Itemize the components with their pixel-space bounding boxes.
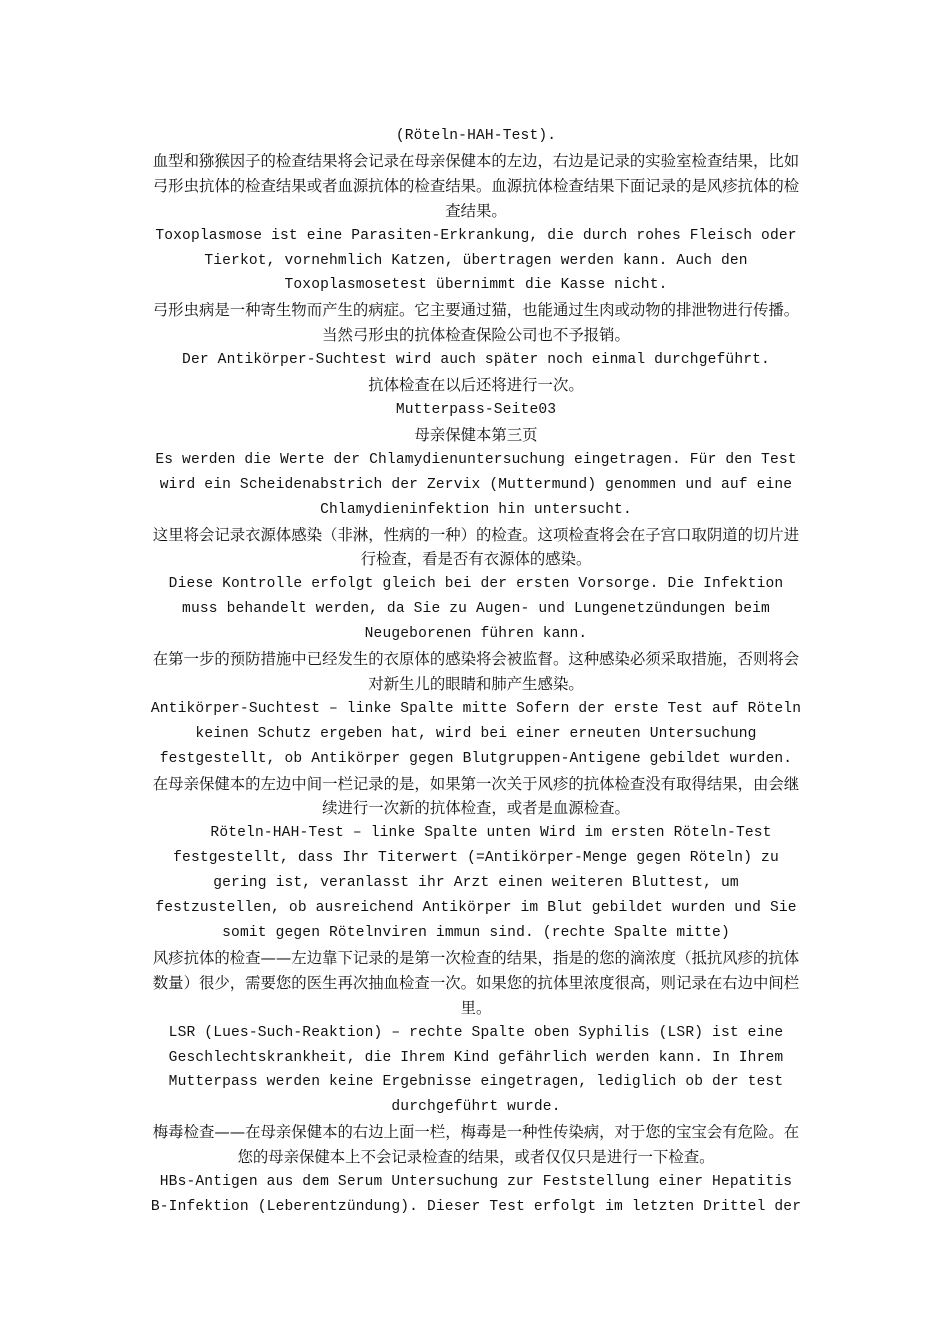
paragraph-antibody-test-later-zh: 抗体检查在以后还将进行一次。	[368, 376, 584, 395]
paragraph-toxoplasmosis-de: Toxoplasmose ist eine Parasiten-Erkrankung, die durch rohes Fleisch oder Tierkot, vornehmlich Katzen, übertragen werden kann. Auch den Toxoplasmosetest übernimmt die Kasse nicht.	[155, 227, 797, 294]
paragraph-chlamydia-de: Es werden die Werte der Chlamydienuntersuchung eingetragen. Für den Test wird ein Scheidenabstrich der Zervix (Muttermund) genommen und auf eine Chlamydieninfektion hin untersucht.	[155, 451, 797, 518]
paragraph-antibody-test-later-de: Der Antikörper-Suchtest wird auch später noch einmal durchgeführt.	[182, 352, 770, 369]
paragraph-blood-type-results-zh: 血型和猕猴因子的检查结果将会记录在母亲保健本的左边，右边是记录的实验室检查结果，比如弓形虫抗体的检查结果或者血源抗体的检查结果。血源抗体检查结果下面记录的是风疹抗体的检查结果。	[152, 151, 800, 220]
paragraph-chlamydia-zh: 这里将会记录衣源体感染（非淋，性病的一种）的检查。这项检查将会在子宫口取阴道的切片进行检查，看是否有衣源体的感染。	[152, 525, 800, 569]
paragraph-antibody-search-de: Antikörper-Suchtest – linke Spalte mitte Sofern der erste Test auf Röteln keinen Schutz ergeben hat, wird bei einer erneuten Untersuchung festgestellt, ob Antikörper gegen Blutgruppen-Antigene gebildet wurden.	[150, 700, 802, 767]
section-heading-page3-zh: 母亲保健本第三页	[414, 425, 538, 444]
paragraph-rubella-hah-test-end: (Röteln-HAH-Test).	[395, 128, 557, 144]
paragraph-rubella-hah-de: Röteln-HAH-Test – linke Spalte unten Wird im ersten Röteln-Test festgestellt, dass Ihr Titerwert (=Antikörper-Menge gegen Röteln) zu gering ist, veranlasst ihr Arzt einen weiteren Bluttest, um festzustellen, ob ausreichend Antikörper im Blut gebildet wurden und Sie somit gegen Rötelnviren immun sind. (rechte Spalte mitte)	[155, 825, 797, 941]
paragraph-infection-control-zh: 在第一步的预防措施中已经发生的衣原体的感染将会被监督。这种感染必须采取措施，否则将会对新生儿的眼睛和肺产生感染。	[152, 650, 800, 693]
paragraph-hbs-antigen-de: HBs-Antigen aus dem Serum Untersuchung zur Feststellung einer Hepatitis B-Infektion (Leberentzündung). Dieser Test erfolgt im letzten Drittel der	[150, 1174, 802, 1215]
paragraph-rubella-hah-zh: 风疹抗体的检查——左边靠下记录的是第一次检查的结果，指是的您的滴浓度（抵抗风疹的抗体数量）很少，需要您的医生再次抽血检查一次。如果您的抗体里浓度很高，则记录在右边中间栏里。	[152, 948, 800, 1017]
paragraph-syphilis-zh: 梅毒检查——在母亲保健本的右边上面一栏，梅毒是一种性传染病，对于您的宝宝会有危险。在您的母亲保健本上不会记录检查的结果，或者仅仅只是进行一下检查。	[152, 1123, 800, 1167]
paragraph-antibody-search-zh: 在母亲保健本的左边中间一栏记录的是，如果第一次关于风疹的抗体检查没有取得结果，由会继续进行一次新的抗体检查，或者是血源检查。	[152, 774, 800, 818]
section-heading-page3-de: Mutterpass-Seite03	[395, 401, 557, 418]
document-body	[148, 124, 804, 1220]
paragraph-toxoplasmosis-zh: 弓形虫病是一种寄生物而产生的病症。它主要通过猫，也能通过生肉或动物的排泄物进行传播。当然弓形虫的抗体检查保险公司也不予报销。	[152, 301, 800, 345]
paragraph-syphilis-de: LSR (Lues-Such-Reaktion) – rechte Spalte oben Syphilis (LSR) ist eine Geschlechtskrankheit, die Ihrem Kind gefährlich werden kann. In Ihrem Mutterpass werden keine Ergebnisse eingetragen, lediglich ob der test durchgeführt wurde.	[168, 1024, 784, 1116]
paragraph-infection-control-de: Diese Kontrolle erfolgt gleich bei der ersten Vorsorge. Die Infektion muss behandelt werden, da Sie zu Augen- und Lungenetzündungen beim Neugeborenen führen kann.	[168, 576, 784, 643]
